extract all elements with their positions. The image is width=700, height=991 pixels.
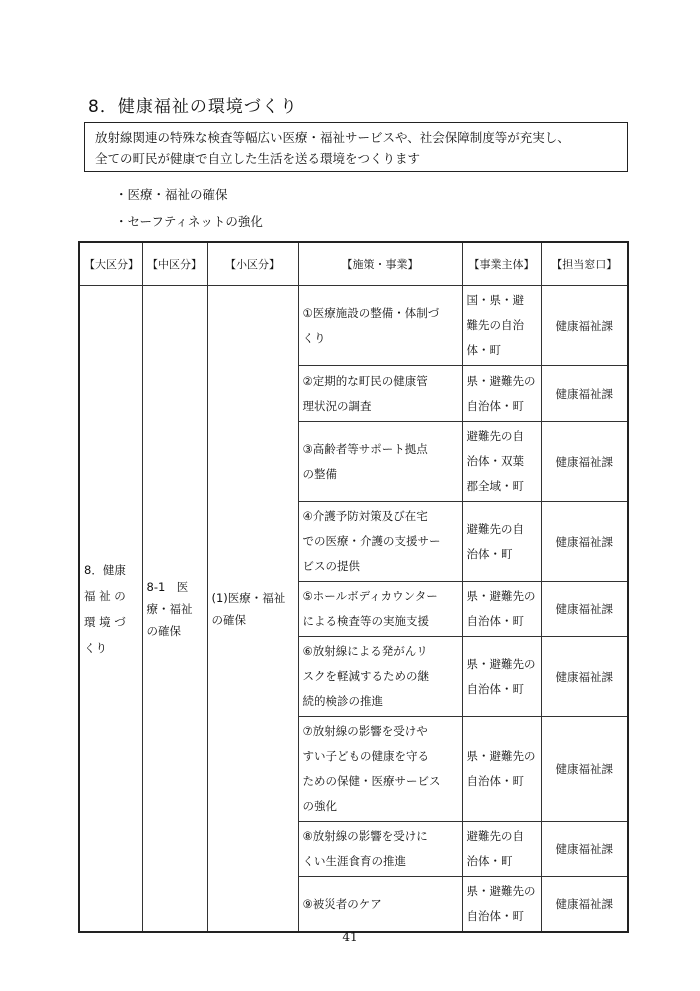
measure-line: ⑧放射線の影響を受けに — [302, 829, 428, 843]
entity-line: 治体・双葉 — [466, 454, 524, 468]
measure-line: の整備 — [302, 466, 337, 481]
entity-line: 自治体・町 — [466, 774, 524, 788]
measure-cell — [298, 502, 462, 582]
measure-line: ⑦放射線の影響を受けや — [302, 724, 428, 738]
summary-line: 放射線関連の特殊な検査等幅広い医療・福祉サービスや、社会保障制度等が充実し、 — [95, 130, 570, 145]
minor-line: の確保 — [211, 612, 246, 627]
entity-line: 国・県・避 — [466, 293, 524, 307]
entity-cell — [462, 286, 541, 366]
entity-line: 自治体・町 — [466, 909, 524, 923]
bullet-item: ・セーフティネットの強化 — [115, 214, 263, 229]
measure-line: ⑨被災者のケア — [302, 896, 382, 911]
dept-cell: 健康福祉課 — [541, 822, 628, 877]
entity-line: 県・避難先の — [466, 373, 536, 388]
measure-line: ②定期的な町民の健康管 — [302, 373, 428, 388]
measure-cell — [298, 637, 462, 717]
major-line: 環 境 づ — [84, 614, 126, 629]
measure-line: すい子どもの健康を守る — [302, 749, 429, 763]
entity-line: 県・避難先の — [466, 749, 536, 763]
summary-line: 全ての町民が健康で自立した生活を送る環境をつくります — [95, 151, 421, 166]
measure-line: ⑤ホールボディカウンター — [302, 589, 438, 603]
measure-line: 理状況の調査 — [302, 398, 372, 413]
entity-line: 難先の自治 — [466, 318, 524, 332]
measure-line: くり — [302, 330, 326, 345]
entity-line: 避難先の自 — [466, 829, 524, 843]
entity-cell — [462, 422, 541, 502]
dept-cell: 健康福祉課 — [541, 877, 628, 933]
measure-line: ④介護予防対策及び在宅 — [302, 509, 428, 523]
middle-line: 療・福祉 — [146, 601, 193, 616]
header-minor: 【小区分】 — [207, 242, 298, 286]
measure-line: ための保健・医療サービス — [302, 774, 441, 788]
entity-cell — [462, 637, 541, 717]
table-header-row — [79, 242, 628, 286]
dept-cell: 健康福祉課 — [541, 366, 628, 422]
entity-cell — [462, 582, 541, 637]
dept-cell: 健康福祉課 — [541, 717, 628, 822]
bullet-list — [115, 181, 263, 235]
page-number: 41 — [342, 930, 358, 944]
measure-line: スクを軽減するための継 — [302, 669, 429, 683]
entity-line: 自治体・町 — [466, 681, 524, 696]
measure-cell — [298, 717, 462, 822]
entity-line: 自治体・町 — [466, 614, 524, 628]
major-line: 8．健康 — [84, 562, 126, 577]
measure-line: 続的検診の推進 — [302, 694, 383, 708]
measure-cell — [298, 582, 462, 637]
entity-line: 郡全域・町 — [466, 479, 524, 493]
entity-line: 自治体・町 — [466, 398, 524, 413]
entity-cell — [462, 366, 541, 422]
entity-cell — [462, 502, 541, 582]
measure-cell — [298, 366, 462, 422]
measure-line: での医療・介護の支援サー — [302, 534, 441, 548]
middle-category-cell — [142, 286, 207, 933]
entity-line: 治体・町 — [466, 854, 513, 868]
table-row — [79, 286, 628, 366]
entity-line: 県・避難先の — [466, 589, 536, 603]
entity-line: 県・避難先の — [466, 656, 536, 671]
entity-line: 避難先の自 — [466, 521, 524, 536]
policy-table — [78, 241, 629, 933]
measure-line: の強化 — [302, 799, 337, 813]
measure-line: ビスの提供 — [302, 559, 360, 573]
entity-line: 治体・町 — [466, 546, 513, 561]
measure-line: ③高齢者等サポート拠点 — [302, 441, 428, 456]
measure-cell — [298, 422, 462, 502]
dept-cell: 健康福祉課 — [541, 286, 628, 366]
middle-line: 8-1 医 — [146, 579, 189, 594]
entity-line: 避難先の自 — [466, 429, 524, 443]
entity-line: 体・町 — [466, 343, 501, 357]
measure-line: ⑥放射線による発がんリ — [302, 644, 428, 658]
entity-line: 県・避難先の — [466, 884, 536, 898]
middle-line: の確保 — [146, 623, 181, 638]
header-dept: 【担当窓口】 — [541, 242, 628, 286]
entity-cell — [462, 822, 541, 877]
measure-cell — [298, 822, 462, 877]
minor-line: (1)医療・福祉 — [211, 590, 286, 605]
measure-cell — [298, 286, 462, 366]
entity-cell — [462, 877, 541, 933]
bullet-item: ・医療・福祉の確保 — [115, 187, 228, 202]
entity-cell — [462, 717, 541, 822]
page-title: 8．健康福祉の環境づくり — [88, 97, 298, 117]
measure-line: ①医療施設の整備・体制づ — [302, 305, 440, 320]
dept-cell: 健康福祉課 — [541, 582, 628, 637]
dept-cell: 健康福祉課 — [541, 637, 628, 717]
dept-cell: 健康福祉課 — [541, 502, 628, 582]
major-line: くり — [84, 640, 107, 655]
summary-box — [84, 122, 628, 172]
header-entity: 【事業主体】 — [462, 242, 541, 286]
major-category-cell — [79, 286, 142, 933]
header-major: 【大区分】 — [79, 242, 142, 286]
measure-line: くい生涯食育の推進 — [302, 854, 406, 868]
header-measure: 【施策・事業】 — [298, 242, 462, 286]
measure-line: による検査等の実施支援 — [302, 614, 429, 628]
measure-cell — [298, 877, 462, 933]
dept-cell: 健康福祉課 — [541, 422, 628, 502]
major-line: 福 祉 の — [84, 588, 126, 603]
header-middle: 【中区分】 — [142, 242, 207, 286]
minor-category-cell — [207, 286, 298, 933]
